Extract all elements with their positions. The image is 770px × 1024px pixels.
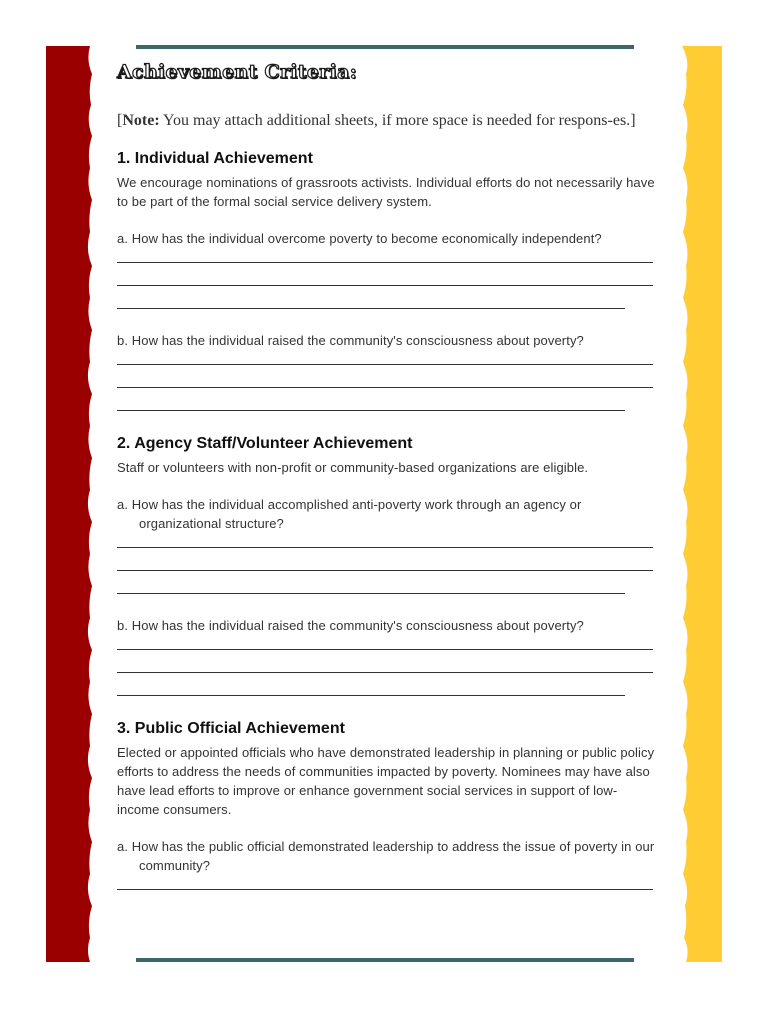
question: a. How has the individual accomplished anti-poverty work through an agency or organizational structure? [117,497,582,531]
top-rule [136,45,634,49]
page-title: Achievement Criteria: [117,61,358,83]
question: a. How has the individual overcome poverty to become economically independent? [117,231,602,246]
answer-line[interactable] [117,308,625,309]
section-agency [117,433,657,696]
section-individual [117,148,657,411]
note-text: You may attach additional sheets, if more space is needed for respons-es. [163,112,631,129]
answer-line[interactable] [117,547,653,548]
answer-line[interactable] [117,593,625,594]
section-title: 3. Public Official Achievement [117,720,345,737]
answer-lines[interactable] [117,649,657,696]
answer-lines[interactable] [117,547,657,594]
answer-line[interactable] [117,285,653,286]
answer-line[interactable] [117,387,653,388]
section-description: We encourage nominations of grassroots activists. Individual efforts do not necessarily have to be part of the formal social service delivery system. [117,175,655,209]
section-description: Staff or volunteers with non-profit or community-based organizations are eligible. [117,460,589,475]
answer-line[interactable] [117,672,653,673]
question: b. How has the individual raised the community's consciousness about poverty? [117,333,584,348]
section-description: Elected or appointed officials who have demonstrated leadership in planning or public policy efforts to address the needs of communities impacted by poverty. Nominees may have also have lead efforts to improve or enhance government social services in support of low-income consumers. [117,745,655,817]
answer-line[interactable] [117,649,653,650]
note-label: Note: [122,112,160,129]
answer-line[interactable] [117,262,653,263]
note: [Note: You may attach additional sheets, if more space is needed for respons-es.] [117,112,636,129]
answer-lines[interactable] [117,889,657,890]
form-content [117,58,657,912]
answer-line[interactable] [117,570,653,571]
answer-line[interactable] [117,695,625,696]
answer-lines[interactable] [117,262,657,309]
question: b. How has the individual raised the community's consciousness about poverty? [117,618,584,633]
answer-line[interactable] [117,410,625,411]
section-public-official [117,718,657,890]
answer-line[interactable] [117,364,653,365]
section-title: 2. Agency Staff/Volunteer Achievement [117,435,413,452]
section-title: 1. Individual Achievement [117,150,313,167]
answer-line[interactable] [117,889,653,890]
bottom-rule [136,958,634,962]
question: a. How has the public official demonstrated leadership to address the issue of poverty in our community? [117,839,655,873]
answer-lines[interactable] [117,364,657,411]
